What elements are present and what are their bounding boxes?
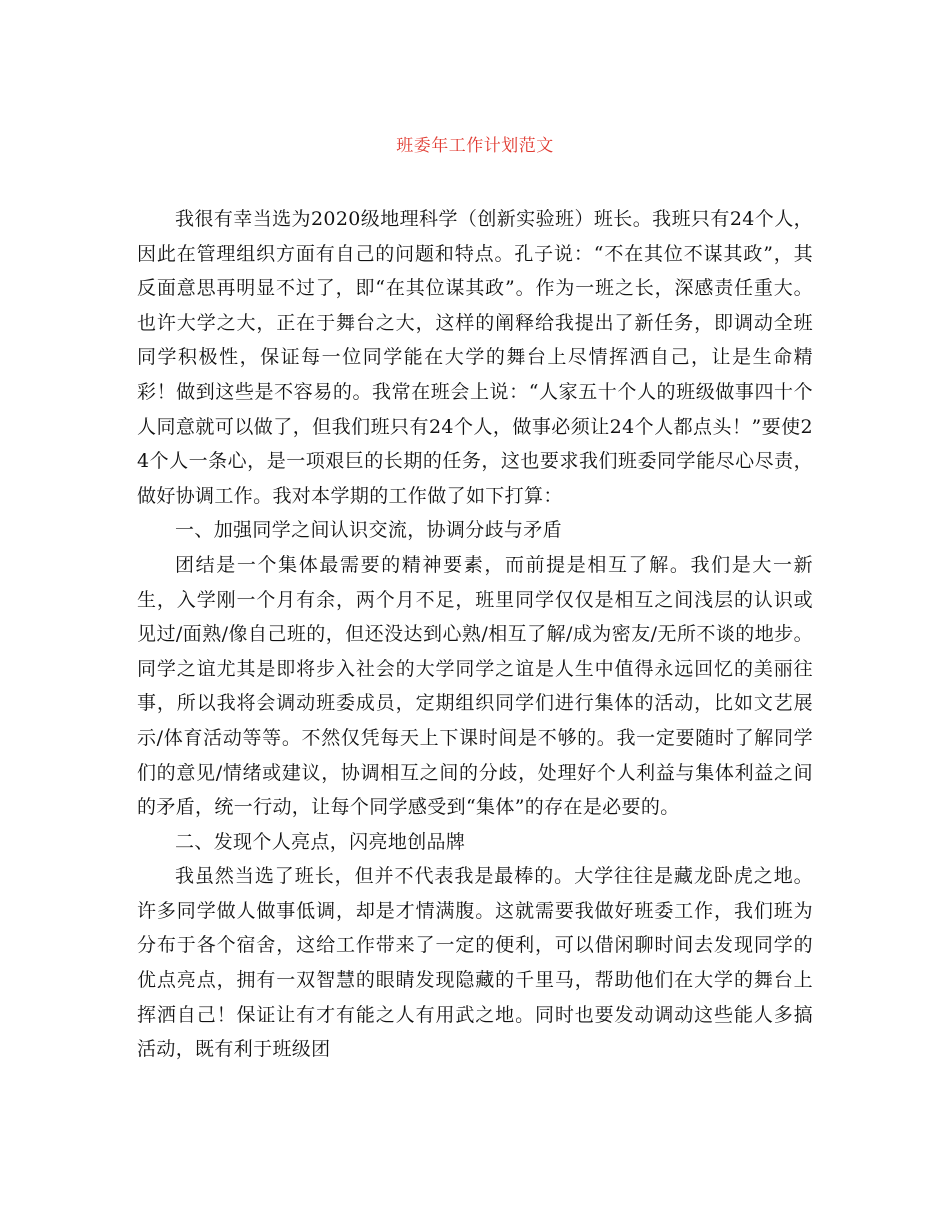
- document-body: [137, 202, 813, 1067]
- section-2-heading: 二、发现个人亮点，闪亮地创品牌: [175, 830, 466, 853]
- section-2-paragraph: 我虽然当选了班长，但并不代表我是最棒的。大学往往是藏龙卧虎之地。许多同学做人做事低调，却是才情满腹。这就需要我做好班委工作，我们班为分布于各个宿舍，这给工作带来了一定的便利，可以借闲聊时间去发现同学的优点亮点，拥有一双智慧的眼睛发现隐藏的千里马，帮助他们在大学的舞台上挥洒自己！保证让有才有能之人有用武之地。同时也要发动调动这些能人多搞活动，既有利于班级团: [137, 865, 813, 1061]
- document-title: 班委年工作计划范文: [396, 136, 554, 156]
- intro-paragraph: 我很有幸当选为2020级地理科学（创新实验班）班长。我班只有24个人，因此在管理组织方面有自己的问题和特点。孔子说：“不在其位不谋其政”，其反面意思再明显不过了，即“在其位谋其政”。作为一班之长，深感责任重大。也许大学之大，正在于舞台之大，这样的阐释给我提出了新任务，即调动全班同学积极性，保证每一位同学能在大学的舞台上尽情挥洒自己，让是生命精彩！做到这些是不容易的。我常在班会上说：“人家五十个人的班级做事四十个人同意就可以做了，但我们班只有24个人，做事必须让24个人都点头！”要使24个人一条心，是一项艰巨的长期的任务，这也要求我们班委同学能尽心尽责，做好协调工作。我对本学期的工作做了如下打算：: [137, 208, 813, 507]
- section-1-heading: 一、加强同学之间认识交流，协调分歧与矛盾: [175, 519, 563, 542]
- section-1-paragraph: 团结是一个集体最需要的精神要素，而前提是相互了解。我们是大一新生，入学刚一个月有余，两个月不足，班里同学仅仅是相互之间浅层的认识或见过/面熟/像自己班的，但还没达到心熟/相互了解/成为密友/无所不谈的地步。同学之谊尤其是即将步入社会的大学同学之谊是人生中值得永远回忆的美丽往事，所以我将会调动班委成员，定期组织同学们进行集体的活动，比如文艺展示/体育活动等等。不然仅凭每天上下课时间是不够的。我一定要随时了解同学们的意见/情绪或建议，协调相互之间的分歧，处理好个人利益与集体利益之间的矛盾，统一行动，让每个同学感受到“集体”的存在是必要的。: [137, 553, 813, 819]
